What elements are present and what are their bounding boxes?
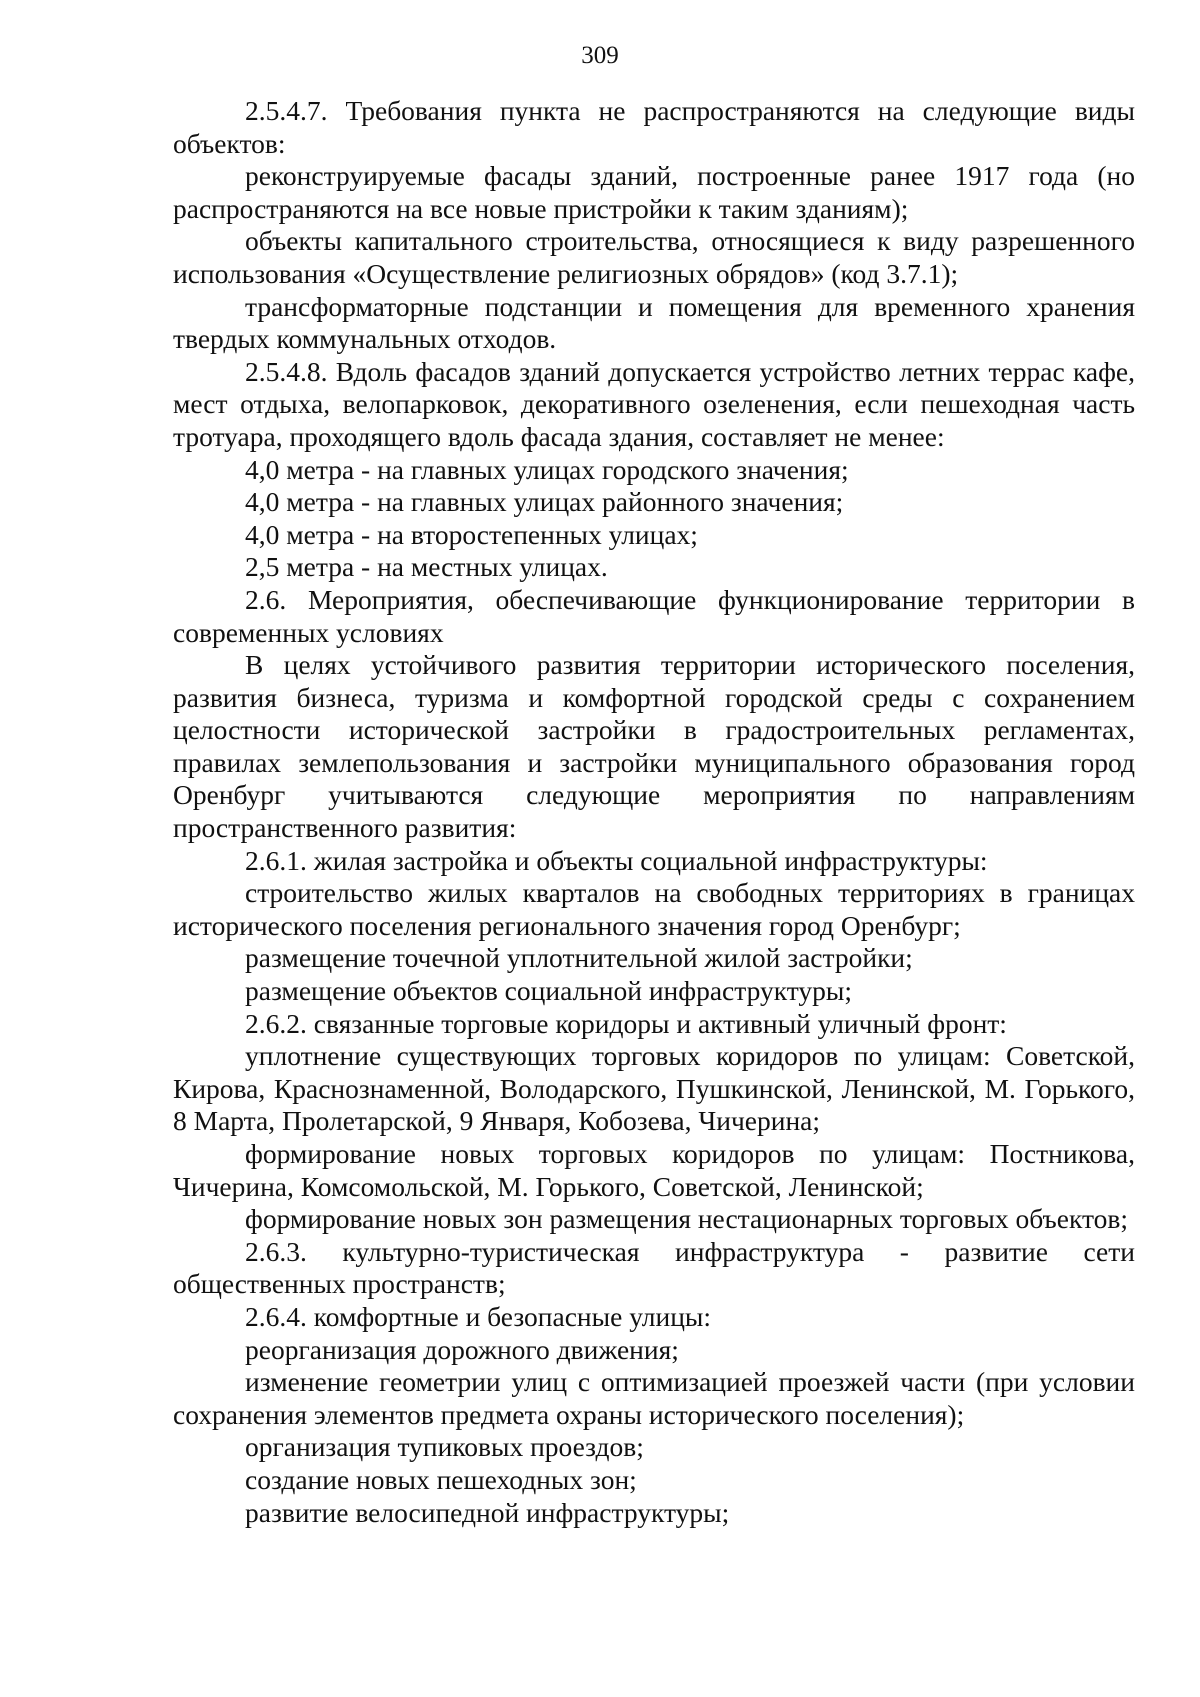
list-item-city-streets: 4,0 метра - на главных улицах городского значения; [245, 453, 849, 485]
page-number: 309 [581, 42, 619, 69]
list-item-secondary-streets: 4,0 метра - на второстепенных улицах; [245, 518, 698, 550]
paragraph-traffic-reorganization: реорганизация дорожного движения; [245, 1333, 679, 1365]
paragraph-infill-development: размещение точечной уплотнительной жилой застройки; [245, 942, 913, 974]
paragraph-social-infrastructure: размещение объектов социальной инфраструктуры; [245, 975, 853, 1007]
paragraph-dead-end-passages: организация тупиковых проездов; [245, 1431, 644, 1463]
paragraph-2-6-1: 2.6.1. жилая застройка и объекты социальной инфраструктуры: [245, 844, 988, 876]
paragraph-street-geometry: изменение геометрии улиц с оптимизацией проезжей части (при условии сохранения элементов предмета охраны исторического поселения); [173, 1366, 1135, 1430]
paragraph-sustainable-development: В целях устойчивого развития территории исторического поселения, развития бизнеса, туризма и комфортной городской среды с сохранением целостности исторической застройки в градостроительных регламентах, правилах землепользования и застройки муниципального образования город Оренбург учитываются следующие мероприятия по направлениям пространственного развития: [173, 649, 1135, 844]
section-heading-2-6: 2.6. Мероприятия, обеспечивающие функционирование территории в современных условиях [173, 583, 1135, 648]
list-item-district-streets: 4,0 метра - на главных улицах районного значения; [245, 486, 844, 518]
paragraph-cycling-infrastructure: развитие велосипедной инфраструктуры; [245, 1496, 730, 1528]
paragraph-2-5-4-7: 2.5.4.7. Требования пункта не распространяются на следующие виды объектов: [173, 95, 1135, 159]
paragraph-reconstructed-facades: реконструируемые фасады зданий, построенные ранее 1917 года (но распространяются на все новые пристройки к таким зданиям); [173, 160, 1135, 224]
paragraph-capital-construction: объекты капитального строительства, относящиеся к виду разрешенного использования «Осуществление религиозных обрядов» (код 3.7.1); [173, 225, 1135, 289]
paragraph-2-6-4: 2.6.4. комфортные и безопасные улицы: [245, 1300, 712, 1332]
paragraph-2-6-2: 2.6.2. связанные торговые коридоры и активный уличный фронт: [245, 1007, 1007, 1039]
paragraph-new-trade-corridors: формирование новых торговых коридоров по улицам: Постникова, Чичерина, Комсомольской, М. Горького, Советской, Ленинской; [173, 1138, 1135, 1202]
document-body [173, 95, 1135, 1529]
paragraph-residential-quarters: строительство жилых кварталов на свободных территориях в границах исторического поселения регионального значения город Оренбург; [173, 877, 1135, 941]
list-item-local-streets: 2,5 метра - на местных улицах. [245, 551, 608, 583]
paragraph-existing-trade-corridors: уплотнение существующих торговых коридоров по улицам: Советской, Кирова, Краснознаменной, Володарского, Пушкинской, Ленинской, М. Горького, 8 Марта, Пролетарской, 9 Января, Кобозева, Чичерина; [173, 1040, 1135, 1137]
paragraph-transformer-substations: трансформаторные подстанции и помещения для временного хранения твердых коммунальных отходов. [173, 290, 1135, 355]
paragraph-2-5-4-8: 2.5.4.8. Вдоль фасадов зданий допускается устройство летних террас кафе, мест отдыха, велопарковок, декоративного озеленения, если пешеходная часть тротуара, проходящего вдоль фасада здания, составляет не менее: [173, 355, 1135, 452]
paragraph-pedestrian-zones: создание новых пешеходных зон; [245, 1463, 637, 1495]
paragraph-2-6-3: 2.6.3. культурно-туристическая инфраструктура - развитие сети общественных пространств; [173, 1235, 1135, 1300]
paragraph-non-stationary-trade: формирование новых зон размещения нестационарных торговых объектов; [245, 1203, 1128, 1235]
